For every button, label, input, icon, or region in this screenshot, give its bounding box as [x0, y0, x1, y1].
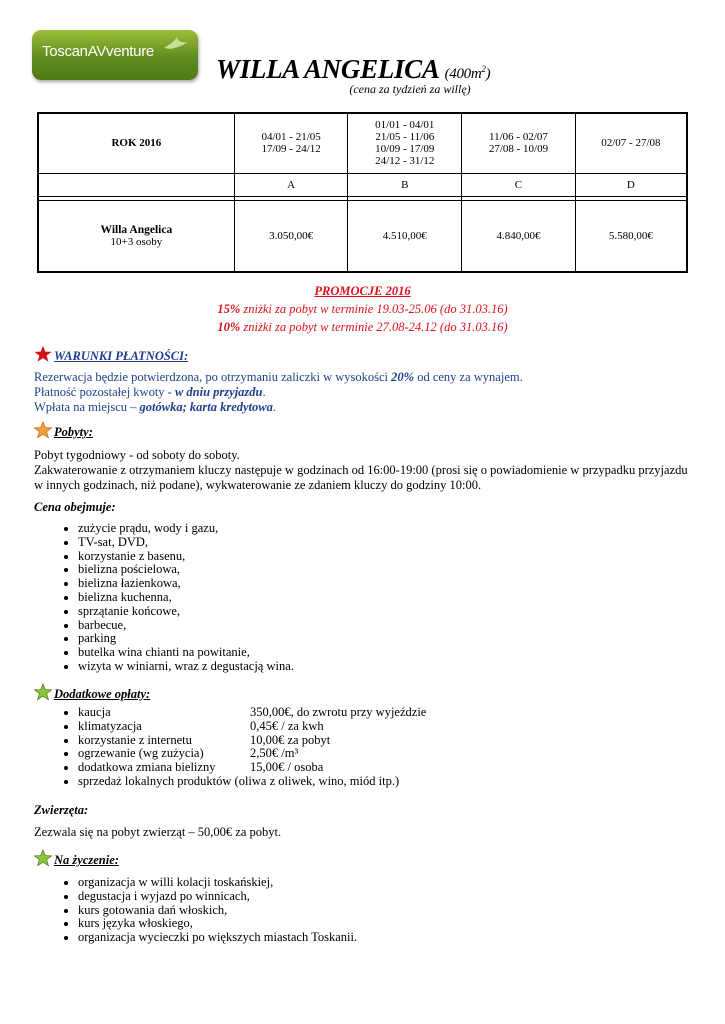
- page-title: [216, 54, 490, 85]
- price-cell: 3.050,00€: [234, 200, 348, 272]
- payment-heading: [34, 345, 523, 364]
- promo-text: zniżki za pobyt w terminie 19.03-25.06 (do 31.03.16): [240, 302, 508, 316]
- year-cell: [38, 113, 234, 173]
- period-line: 01/01 - 04/01: [375, 119, 435, 132]
- extra-heading: [34, 683, 426, 702]
- list-item: • organizacja w willi kolacji toskańskiej,: [78, 876, 357, 890]
- area-close: ): [485, 66, 491, 82]
- request-heading: [34, 849, 357, 868]
- request-list: [34, 876, 357, 945]
- season-cell: C: [462, 173, 576, 196]
- fee-value: 0,45€ / za kwh: [250, 718, 324, 733]
- payment-text: od ceny za wynajem.: [414, 370, 523, 384]
- list-item: [78, 720, 426, 734]
- fee-value: 2,50€ /m³: [250, 746, 299, 761]
- request-heading-text: Na życzenie:: [54, 853, 119, 867]
- fee-name: ogrzewanie (wg zużycia): [78, 746, 204, 761]
- payment-text: Płatność pozostałej kwoty -: [34, 385, 175, 399]
- empty-cell: [38, 173, 234, 196]
- list-item: • butelka wina chianti na powitanie,: [78, 646, 294, 660]
- animals-text: Zezwala się na pobyt zwierząt – 50,00€ za pobyt.: [34, 825, 282, 839]
- promo-text: zniżki za pobyt w terminie 27.08-24.12 (do 31.03.16): [240, 320, 508, 334]
- list-item: • organizacja wycieczki po większych miastach Toskanii.: [78, 931, 357, 945]
- payment-line: [34, 370, 523, 385]
- season-cell: A: [234, 173, 348, 196]
- list-item: • TV-sat, DVD,: [78, 536, 294, 550]
- stays-heading-text: Pobyty:: [54, 425, 93, 439]
- payment-line: [34, 400, 523, 415]
- price-cell: 4.510,00€: [348, 200, 462, 272]
- animals-heading: Zwierzęta:: [34, 803, 89, 817]
- period-line: 04/01 - 21/05: [261, 131, 321, 144]
- stays-text: Zakwaterowanie z otrzymaniem kluczy następuje w godzinach od 16:00-19:00 (prosi się o powiadomienie w przypadku przyjazdu w innych godzinach, niż podane), wykwaterowanie ze zdaniem kluczy do godziny 10:00.: [34, 463, 688, 492]
- promo-percent: 10%: [217, 320, 241, 334]
- period-line: 10/09 - 17/09: [375, 143, 435, 156]
- list-item: • parking: [78, 632, 294, 646]
- list-item: • bielizna pościelowa,: [78, 563, 294, 577]
- list-item: • bielizna kuchenna,: [78, 591, 294, 605]
- list-item: • degustacja i wyjazd po winnicach,: [78, 890, 357, 904]
- villa-title: WILLA ANGELICA: [216, 54, 439, 84]
- promo-line: [0, 302, 725, 317]
- table-row: [38, 113, 687, 173]
- payment-emph: gotówka; karta kredytowa: [139, 400, 273, 414]
- payment-text: Rezerwacja będzie potwierdzona, po otrzymaniu zaliczki w wysokości: [34, 370, 392, 384]
- period-line: 24/12 - 31/12: [375, 155, 435, 168]
- request-section: [34, 849, 357, 945]
- villa-cell: [38, 200, 234, 272]
- area-label: [445, 66, 491, 82]
- logo-text: ToscanAVventure: [42, 43, 154, 60]
- payment-line: [34, 385, 523, 400]
- list-item: [78, 734, 426, 748]
- stays-text: Pobyt tygodniowy - od soboty do soboty.: [34, 448, 240, 462]
- period-line: 11/06 - 02/07: [489, 131, 548, 144]
- payment-heading-text: WARUNKI PŁATNOŚCI:: [54, 349, 189, 363]
- period-line: 21/05 - 11/06: [375, 131, 435, 144]
- includes-list: [34, 522, 294, 674]
- table-row: [38, 200, 687, 272]
- area-sup: 2: [481, 64, 486, 74]
- stays-section: [34, 421, 694, 493]
- bird-icon: [162, 34, 190, 54]
- period-line: 17/09 - 24/12: [261, 143, 321, 156]
- fee-name: klimatyzacja: [78, 718, 142, 733]
- list-item: • bielizna łazienkowa,: [78, 577, 294, 591]
- extra-section: [34, 683, 426, 789]
- area-value: (400m: [444, 66, 482, 82]
- fee-name: kaucja: [78, 705, 111, 719]
- price-cell: 4.840,00€: [462, 200, 576, 272]
- includes-section: [34, 500, 294, 674]
- extra-list: [34, 706, 426, 789]
- list-item: [78, 747, 426, 761]
- animals-section: [34, 803, 281, 840]
- list-item: • barbecue,: [78, 619, 294, 633]
- payment-text: .: [272, 400, 276, 414]
- promo-percent: 15%: [217, 302, 241, 316]
- list-item: • kurs gotowania dań włoskich,: [78, 904, 357, 918]
- fee-name: korzystanie z internetu: [78, 732, 192, 747]
- payment-emph: w dniu przyjazdu: [174, 385, 263, 399]
- promo-line: [0, 320, 725, 335]
- season-cell: B: [348, 173, 462, 196]
- fee-name: dodatkowa zmiana bielizny: [78, 760, 216, 775]
- payment-percent: 20%: [391, 370, 415, 384]
- brand-logo: [32, 30, 198, 80]
- orange-star-icon: [34, 421, 52, 439]
- list-item: • korzystanie z basenu,: [78, 550, 294, 564]
- green-star-icon: [34, 683, 52, 701]
- villa-capacity: 10+3 osoby: [110, 235, 163, 248]
- fee-value: 15,00€ / osoba: [250, 760, 324, 775]
- villa-name: Willa Angelica: [100, 223, 173, 236]
- payment-text: Wpłata na miejscu –: [34, 400, 140, 414]
- period-cell: [462, 113, 576, 173]
- payment-section: [34, 345, 523, 415]
- price-table: [37, 112, 688, 273]
- list-item: • wizyta w winiarni, wraz z degustacją wina.: [78, 660, 294, 674]
- page-subtitle: (cena za tydzień za willę): [349, 82, 471, 96]
- list-item: • sprzedaż lokalnych produktów (oliwa z oliwek, wino, miód itp.): [78, 775, 426, 789]
- list-item: [78, 761, 426, 775]
- period-cell: [575, 113, 687, 173]
- list-item: [78, 706, 426, 720]
- extra-heading-text: Dodatkowe opłaty:: [54, 687, 151, 701]
- stays-heading: [34, 421, 694, 440]
- fee-value: 10,00€ za pobyt: [250, 732, 331, 747]
- list-item: • sprzątanie końcowe,: [78, 605, 294, 619]
- period-cell: [348, 113, 462, 173]
- season-cell: D: [575, 173, 687, 196]
- table-row: [38, 173, 687, 196]
- fee-value: 350,00€, do zwrotu przy wyjeździe: [250, 705, 427, 719]
- payment-text: .: [262, 385, 266, 399]
- period-line: 27/08 - 10/09: [488, 143, 549, 156]
- red-star-icon: [34, 345, 52, 363]
- period-cell: [234, 113, 348, 173]
- list-item: • zużycie prądu, wody i gazu,: [78, 522, 294, 536]
- year-label: ROK 2016: [111, 137, 162, 150]
- price-cell: 5.580,00€: [575, 200, 687, 272]
- period-line: 02/07 - 27/08: [601, 137, 661, 150]
- promo-title: PROMOCJE 2016: [314, 284, 411, 298]
- includes-heading: Cena obejmuje:: [34, 500, 116, 514]
- green-star-icon: [34, 849, 52, 867]
- list-item: • kurs języka włoskiego,: [78, 917, 357, 931]
